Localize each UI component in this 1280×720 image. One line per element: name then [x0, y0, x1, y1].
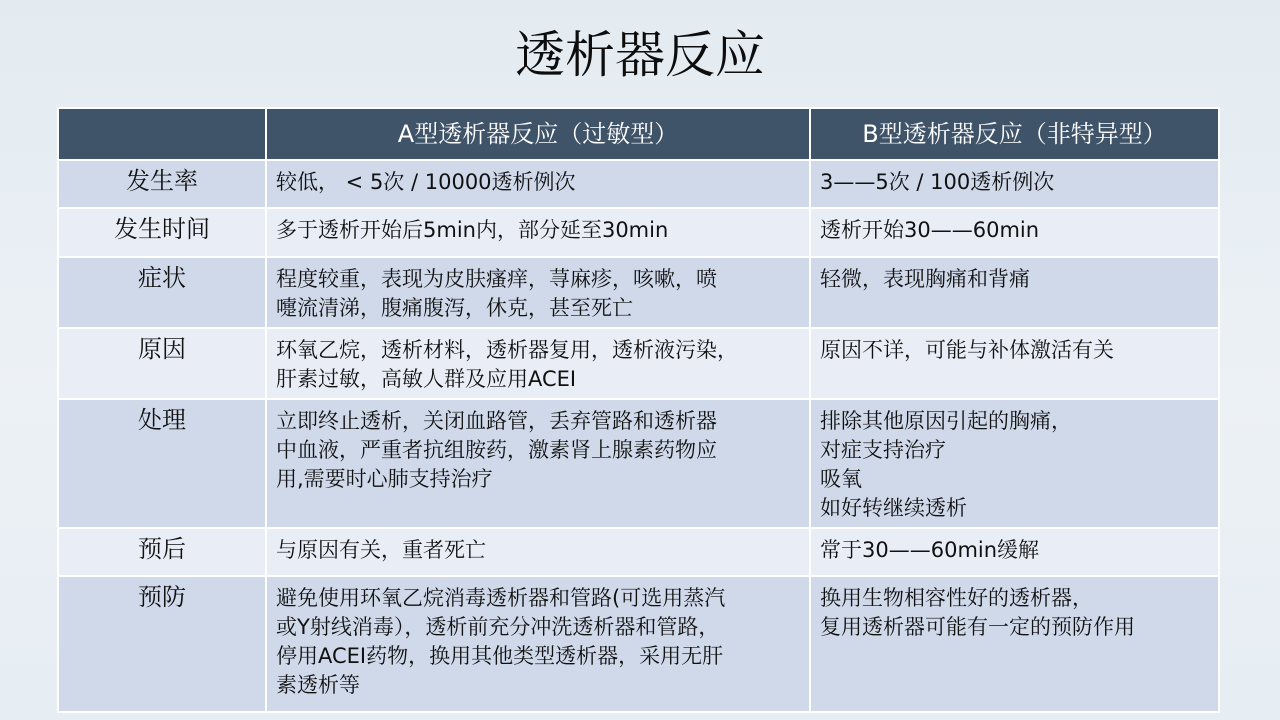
cell-line: 环氧乙烷，透析材料，透析器复用，透析液污染， — [276, 338, 738, 362]
cell-type-b — [810, 208, 1219, 257]
cell-type-a — [266, 208, 810, 257]
cell-line: 程度较重，表现为皮肤瘙痒，荨麻疹，咳嗽，喷 — [276, 267, 717, 291]
cell-line: 轻微，表现胸痛和背痛 — [820, 267, 1030, 291]
cell-line: 停用ACEI药物，换用其他类型透析器，采用无肝 — [276, 644, 724, 668]
table-row — [58, 328, 1219, 399]
cell-line: 如好转继续透析 — [820, 496, 967, 520]
cell-line: 中血液，严重者抗组胺药，激素肾上腺素药物应 — [276, 438, 717, 462]
cell-line: 复用透析器可能有一定的预防作用 — [820, 615, 1135, 639]
comparison-table — [57, 107, 1220, 713]
cell-line: 原因不详，可能与补体激活有关 — [820, 338, 1114, 362]
table-row — [58, 160, 1219, 208]
row-label: 发生率 — [58, 160, 266, 208]
row-label: 处理 — [58, 399, 266, 528]
row-label: 症状 — [58, 257, 266, 328]
cell-line: 多于透析开始后5min内，部分延至30min — [276, 218, 669, 242]
cell-type-a — [266, 257, 810, 328]
cell-line: 用,需要时心肺支持治疗 — [276, 467, 493, 491]
table-header-row — [58, 108, 1219, 160]
header-type-b: B型透析器反应（非特异型） — [810, 108, 1219, 160]
cell-type-b — [810, 257, 1219, 328]
cell-line: 常于30——60min缓解 — [820, 538, 1040, 562]
row-label: 预防 — [58, 576, 266, 712]
slide-title: 透析器反应 — [515, 26, 765, 84]
cell-type-b — [810, 399, 1219, 528]
cell-type-b — [810, 576, 1219, 712]
cell-line: 嚏流清涕，腹痛腹泻，休克，甚至死亡 — [276, 296, 633, 320]
cell-line: 肝素过敏，高敏人群及应用ACEI — [276, 367, 577, 391]
table-row — [58, 208, 1219, 257]
header-corner — [58, 108, 266, 160]
cell-type-b — [810, 328, 1219, 399]
table-row — [58, 399, 1219, 528]
table-row — [58, 576, 1219, 712]
cell-line: 换用生物相容性好的透析器， — [820, 586, 1093, 610]
cell-line: 立即终止透析，关闭血路管，丢弃管路和透析器 — [276, 409, 717, 433]
cell-type-b — [810, 528, 1219, 576]
row-label: 发生时间 — [58, 208, 266, 257]
cell-line: 较低， < 5次 / 10000透析例次 — [276, 170, 576, 194]
table-row — [58, 257, 1219, 328]
cell-line: 排除其他原因引起的胸痛， — [820, 409, 1072, 433]
cell-line: 素透析等 — [276, 673, 360, 697]
cell-type-a — [266, 399, 810, 528]
cell-line: 3——5次 / 100透析例次 — [820, 170, 1055, 194]
cell-line: 透析开始30——60min — [820, 218, 1040, 242]
cell-type-a — [266, 328, 810, 399]
row-label: 预后 — [58, 528, 266, 576]
cell-line: 避免使用环氧乙烷消毒透析器和管路(可选用蒸汽 — [276, 586, 726, 610]
row-label: 原因 — [58, 328, 266, 399]
cell-type-a — [266, 160, 810, 208]
header-type-a: A型透析器反应（过敏型） — [266, 108, 810, 160]
cell-type-a — [266, 528, 810, 576]
table-row — [58, 528, 1219, 576]
cell-type-b — [810, 160, 1219, 208]
cell-line: 对症支持治疗 — [820, 438, 946, 462]
cell-line: 与原因有关，重者死亡 — [276, 538, 486, 562]
cell-line: 或Y射线消毒），透析前充分冲洗透析器和管路， — [276, 615, 720, 639]
cell-line: 吸氧 — [820, 467, 862, 491]
cell-type-a — [266, 576, 810, 712]
